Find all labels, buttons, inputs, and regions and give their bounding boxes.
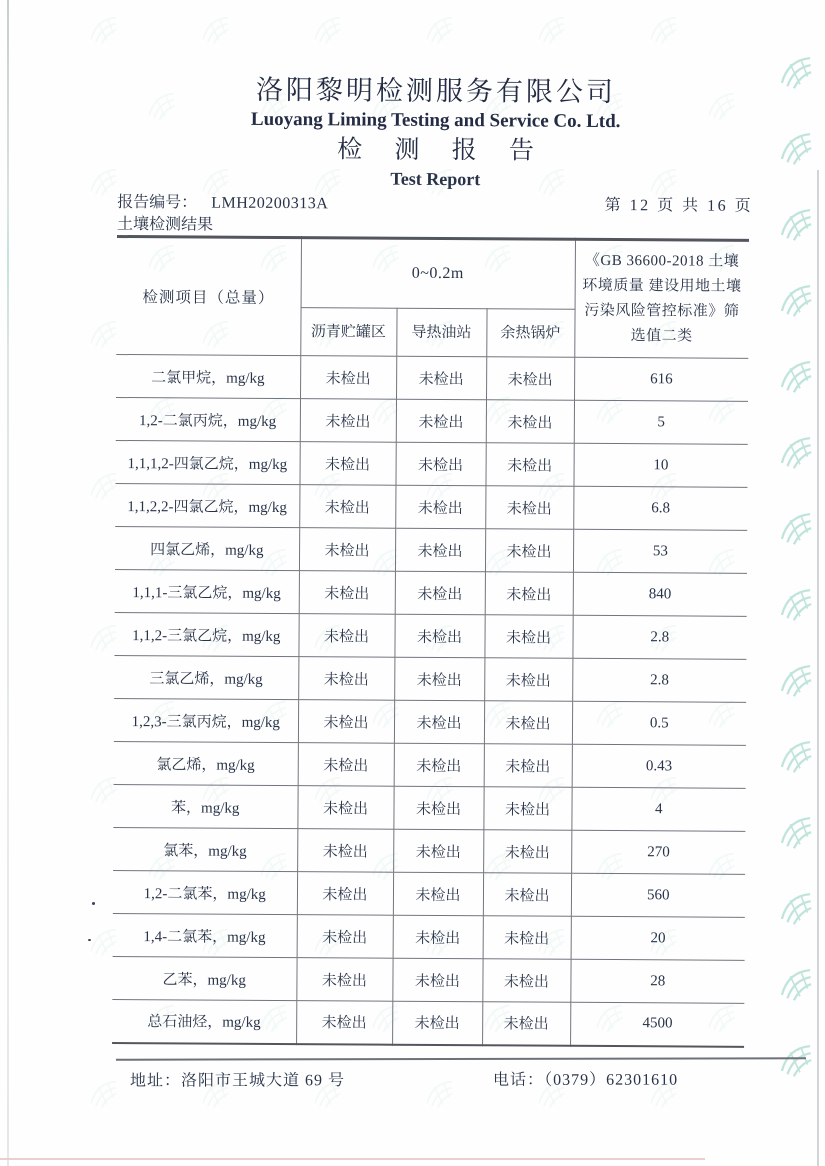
watermark-icon — [772, 506, 818, 549]
watermark-icon — [772, 582, 818, 625]
report-number — [117, 191, 328, 215]
report-content — [112, 72, 754, 1047]
table-row — [113, 784, 745, 831]
watermark-icon — [195, 10, 235, 47]
item-cell: 乙苯，mg/kg — [112, 956, 296, 1000]
item-cell: 1,1,1-三氯乙烷，mg/kg — [115, 569, 299, 613]
table-row — [114, 741, 746, 788]
table-row — [112, 956, 744, 1003]
location-header: 导热油站 — [396, 308, 486, 357]
result-cell: 未检出 — [395, 571, 485, 615]
footer-phone — [493, 1067, 678, 1090]
watermark-icon — [772, 962, 818, 1005]
limit-cell: 28 — [570, 959, 744, 1003]
table-row — [115, 526, 747, 573]
result-cell: 未检出 — [486, 400, 574, 444]
result-cell: 未检出 — [395, 485, 485, 529]
watermark-icon — [772, 886, 818, 929]
limit-cell: 10 — [573, 443, 747, 487]
result-cell: 未检出 — [394, 657, 484, 701]
result-cell: 未检出 — [484, 701, 572, 745]
limit-cell: 840 — [573, 572, 747, 616]
table-row — [116, 397, 748, 444]
company-name-cn: 洛阳黎明检测服务有限公司 — [255, 74, 616, 108]
result-cell: 未检出 — [482, 959, 570, 1003]
table-row — [115, 440, 747, 487]
table-row — [113, 827, 745, 874]
company-name-en: Luoyang Liming Testing and Service Co. Ltd. — [250, 108, 621, 133]
watermark-icon — [83, 10, 123, 47]
table-row — [112, 999, 744, 1046]
table-row — [115, 569, 747, 616]
table-row — [116, 354, 748, 401]
depth-header: 0~0.2m — [301, 238, 575, 310]
page-footer — [116, 1057, 806, 1090]
table-row — [113, 870, 745, 917]
result-cell: 未检出 — [393, 829, 483, 873]
item-cell: 1,1,2,2-四氯乙烷，mg/kg — [115, 483, 299, 527]
item-cell: 1,2,3-三氯丙烷，mg/kg — [114, 698, 298, 742]
watermark-icon — [643, 10, 683, 47]
item-cell: 1,1,2-三氯乙烷，mg/kg — [114, 612, 298, 656]
result-cell: 未检出 — [485, 572, 573, 616]
result-cell: 未检出 — [396, 399, 486, 443]
watermark-icon — [531, 10, 571, 47]
item-cell: 总石油烃，mg/kg — [112, 999, 296, 1043]
result-cell: 未检出 — [394, 614, 484, 658]
result-cell: 未检出 — [299, 528, 395, 572]
phone-value: （0379）62301610 — [544, 1071, 679, 1089]
limit-header: 《GB 36600-2018 土壤环境质量 建设用地土壤污染风险管控标准》筛选值二类 — [574, 239, 749, 358]
result-cell: 未检出 — [486, 357, 574, 401]
report-title-cn: 检 测 报 告 — [337, 136, 547, 165]
limit-cell: 20 — [571, 916, 745, 960]
result-cell: 未检出 — [298, 700, 394, 744]
item-cell: 氯苯，mg/kg — [113, 827, 297, 871]
address-label: 地址： — [129, 1072, 182, 1090]
result-cell: 未检出 — [392, 958, 482, 1002]
watermark-icon — [772, 810, 818, 853]
result-cell: 未检出 — [297, 915, 393, 959]
item-cell: 氯乙烯，mg/kg — [114, 741, 298, 785]
watermark-icon — [772, 354, 818, 397]
report-number-label: 报告编号： — [117, 193, 198, 212]
report-title-en: Test Report — [390, 168, 481, 190]
limit-cell: 4 — [571, 787, 745, 831]
result-cell: 未检出 — [485, 443, 573, 487]
watermark-icon — [307, 10, 347, 47]
watermark-icon — [772, 658, 818, 701]
section-title: 土壤检测结果 — [117, 215, 214, 234]
limit-cell: 0.43 — [572, 744, 746, 788]
limit-cell: 270 — [571, 830, 745, 874]
result-cell: 未检出 — [483, 916, 571, 960]
limit-cell: 2.8 — [572, 615, 746, 659]
result-cell: 未检出 — [483, 787, 571, 831]
table-row — [113, 913, 745, 960]
result-cell: 未检出 — [297, 786, 393, 830]
report-number-value: LMH20200313A — [211, 194, 329, 213]
result-cell: 未检出 — [297, 829, 393, 873]
result-cell: 未检出 — [300, 399, 396, 443]
limit-cell: 2.8 — [572, 658, 746, 702]
scan-speck — [92, 902, 95, 905]
result-cell: 未检出 — [484, 658, 572, 702]
table-row — [114, 655, 746, 702]
result-cell: 未检出 — [395, 528, 485, 572]
limit-cell: 560 — [571, 873, 745, 917]
item-cell: 苯，mg/kg — [113, 784, 297, 828]
scan-edge-right — [817, 170, 819, 1166]
watermark-icon — [772, 50, 818, 93]
footer-address — [130, 1067, 345, 1090]
result-cell: 未检出 — [392, 1001, 482, 1045]
limit-cell: 616 — [574, 357, 748, 401]
result-cell: 未检出 — [483, 830, 571, 874]
result-cell: 未检出 — [483, 873, 571, 917]
watermark-icon — [772, 278, 818, 321]
item-cell: 1,4-二氯苯，mg/kg — [113, 913, 297, 957]
watermark-icon — [772, 126, 818, 169]
limit-cell: 53 — [573, 529, 747, 573]
limit-cell: 6.8 — [573, 486, 747, 530]
results-tbody — [112, 354, 748, 1046]
watermark-icon — [772, 430, 818, 473]
header-row-top — [117, 236, 749, 310]
soil-results-table — [112, 235, 749, 1047]
result-cell: 未检出 — [394, 743, 484, 787]
location-header: 沥青贮罐区 — [300, 308, 396, 357]
address-value: 洛阳市王城大道 69 号 — [181, 1072, 346, 1090]
scan-edge-bottom — [0, 1158, 705, 1160]
item-cell: 1,2-二氯苯，mg/kg — [113, 870, 297, 914]
result-cell: 未检出 — [299, 571, 395, 615]
watermark-icon — [419, 10, 459, 47]
result-cell: 未检出 — [395, 442, 485, 486]
item-cell: 四氯乙烯，mg/kg — [115, 526, 299, 570]
result-cell: 未检出 — [299, 442, 395, 486]
table-row — [114, 612, 746, 659]
result-cell: 未检出 — [485, 529, 573, 573]
result-cell: 未检出 — [484, 744, 572, 788]
result-cell: 未检出 — [298, 743, 394, 787]
result-cell: 未检出 — [300, 356, 396, 400]
scan-edge-left — [7, 0, 9, 1166]
item-cell: 三氯乙烯，mg/kg — [114, 655, 298, 699]
result-cell: 未检出 — [296, 958, 392, 1002]
result-cell: 未检出 — [298, 657, 394, 701]
location-header: 余热锅炉 — [486, 309, 574, 358]
table-row — [114, 698, 746, 745]
result-cell: 未检出 — [298, 614, 394, 658]
result-cell: 未检出 — [393, 786, 483, 830]
result-cell: 未检出 — [393, 872, 483, 916]
item-header: 检测项目（总量） — [116, 236, 301, 355]
result-cell: 未检出 — [394, 700, 484, 744]
result-cell: 未检出 — [297, 872, 393, 916]
limit-cell: 5 — [574, 400, 748, 444]
page-indicator: 第 12 页 共 16 页 — [604, 196, 754, 215]
result-cell: 未检出 — [482, 1002, 570, 1046]
result-cell: 未检出 — [484, 615, 572, 659]
limit-cell: 4500 — [570, 1002, 744, 1046]
phone-label: 电话： — [493, 1071, 545, 1089]
watermark-icon — [772, 202, 818, 245]
result-cell: 未检出 — [485, 486, 573, 530]
item-cell: 二氯甲烷，mg/kg — [116, 354, 300, 398]
watermark-icon — [772, 734, 818, 777]
table-row — [115, 483, 747, 530]
result-cell: 未检出 — [296, 1001, 392, 1045]
scan-speck — [88, 939, 91, 941]
result-cell: 未检出 — [393, 915, 483, 959]
result-cell: 未检出 — [299, 485, 395, 529]
item-cell: 1,1,1,2-四氯乙烷，mg/kg — [115, 440, 299, 484]
result-cell: 未检出 — [396, 356, 486, 400]
item-cell: 1,2-二氯丙烷，mg/kg — [116, 397, 300, 441]
limit-cell: 0.5 — [572, 701, 746, 745]
